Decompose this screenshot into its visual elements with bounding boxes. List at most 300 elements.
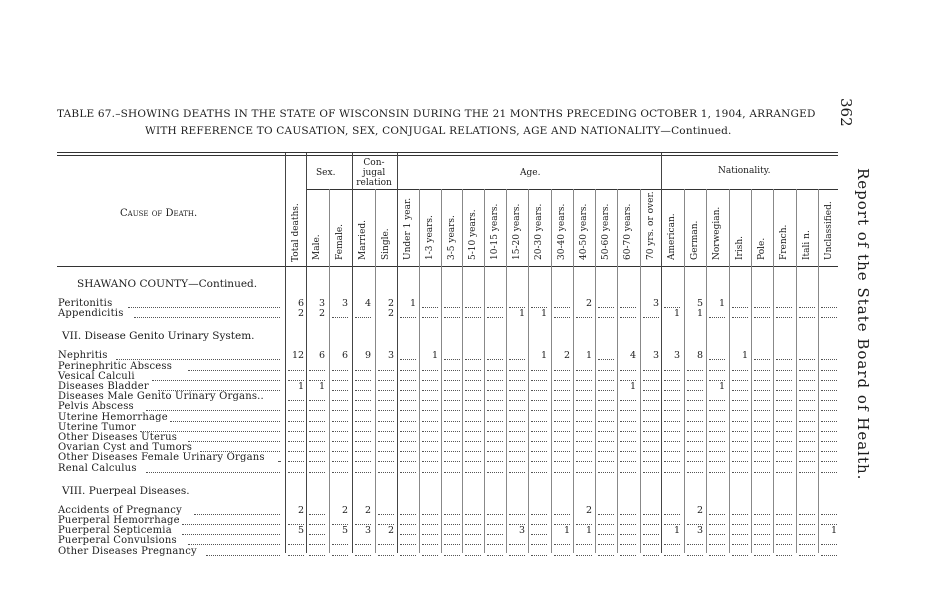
cause-label: Ovarian Cyst and Tumors: [58, 442, 193, 454]
cause-label: Diseases Male Genito Urinary Organs..: [58, 391, 264, 403]
empty-cell-dots: [465, 400, 481, 401]
empty-cell-dots: [754, 380, 770, 381]
empty-cell-dots: [465, 410, 481, 411]
empty-cell-dots: [821, 410, 837, 411]
header-bottom-rule: [57, 266, 838, 267]
column-header: 20-30 years.: [534, 203, 544, 260]
empty-cell-dots: [799, 380, 815, 381]
empty-cell-dots: [509, 461, 525, 462]
empty-cell-dots: [554, 472, 570, 473]
empty-cell-dots: [355, 472, 371, 473]
leader-dots: [188, 370, 280, 371]
cause-label: Puerperal Hemorrhage: [58, 515, 180, 526]
empty-cell-dots: [378, 400, 394, 401]
empty-cell-dots: [598, 544, 614, 545]
empty-cell-dots: [821, 317, 837, 318]
empty-cell-dots: [288, 472, 304, 473]
empty-cell-dots: [554, 400, 570, 401]
empty-cell-dots: [309, 544, 325, 545]
empty-cell-dots: [422, 317, 438, 318]
section-heading: VII. Disease Genito Urinary System.: [62, 330, 255, 343]
column-rule: [441, 189, 442, 553]
empty-cell-dots: [487, 380, 503, 381]
empty-cell-dots: [355, 461, 371, 462]
column-header: Itali n.: [802, 230, 812, 260]
empty-cell-dots: [487, 461, 503, 462]
empty-cell-dots: [709, 431, 725, 432]
empty-cell-dots: [487, 451, 503, 452]
empty-cell-dots: [444, 390, 460, 391]
empty-cell-dots: [732, 544, 748, 545]
empty-cell-dots: [400, 472, 416, 473]
data-cell: 1: [585, 525, 592, 537]
empty-cell-dots: [576, 390, 592, 391]
empty-cell-dots: [465, 472, 481, 473]
empty-cell-dots: [332, 421, 348, 422]
empty-cell-dots: [598, 431, 614, 432]
data-cell: 1: [540, 350, 547, 362]
column-header: Under 1 year.: [403, 197, 413, 260]
empty-cell-dots: [465, 544, 481, 545]
empty-cell-dots: [554, 370, 570, 371]
empty-cell-dots: [732, 524, 748, 525]
empty-cell-dots: [664, 431, 680, 432]
column-rule: [684, 189, 685, 553]
empty-cell-dots: [465, 461, 481, 462]
empty-cell-dots: [531, 451, 547, 452]
empty-cell-dots: [776, 421, 792, 422]
empty-cell-dots: [598, 359, 614, 360]
empty-cell-dots: [576, 461, 592, 462]
cause-label: Appendicitis: [58, 308, 124, 320]
cause-label: Nephritis: [58, 350, 108, 362]
empty-cell-dots: [643, 555, 659, 556]
empty-cell-dots: [465, 441, 481, 442]
empty-cell-dots: [776, 472, 792, 473]
empty-cell-dots: [598, 390, 614, 391]
column-header: Total deaths.: [291, 203, 301, 262]
empty-cell-dots: [821, 461, 837, 462]
cause-label: Uterine Hemorrhage: [58, 411, 168, 423]
empty-cell-dots: [620, 317, 636, 318]
empty-cell-dots: [309, 555, 325, 556]
empty-cell-dots: [776, 359, 792, 360]
column-header: 3-5 years.: [447, 215, 457, 260]
empty-cell-dots: [664, 410, 680, 411]
empty-cell-dots: [687, 544, 703, 545]
column-header: 1-3 years.: [425, 215, 435, 260]
empty-cell-dots: [309, 451, 325, 452]
empty-cell-dots: [487, 472, 503, 473]
column-rule: [506, 189, 507, 553]
empty-cell-dots: [754, 441, 770, 442]
column-rule: [595, 189, 596, 553]
empty-cell-dots: [554, 431, 570, 432]
empty-cell-dots: [444, 421, 460, 422]
column-header: 15-20 years.: [512, 203, 522, 260]
empty-cell-dots: [732, 441, 748, 442]
empty-cell-dots: [664, 370, 680, 371]
column-rule: [462, 189, 463, 553]
column-header: French.: [779, 224, 789, 260]
empty-cell-dots: [709, 441, 725, 442]
empty-cell-dots: [288, 544, 304, 545]
empty-cell-dots: [598, 307, 614, 308]
empty-cell-dots: [378, 544, 394, 545]
empty-cell-dots: [309, 534, 325, 535]
empty-cell-dots: [355, 380, 371, 381]
empty-cell-dots: [400, 441, 416, 442]
cause-label: Peritonitis: [58, 298, 113, 309]
empty-cell-dots: [664, 390, 680, 391]
group-rule-nat: [661, 189, 838, 190]
empty-cell-dots: [487, 544, 503, 545]
empty-cell-dots: [799, 390, 815, 391]
empty-cell-dots: [754, 461, 770, 462]
empty-cell-dots: [709, 524, 725, 525]
empty-cell-dots: [378, 410, 394, 411]
empty-cell-dots: [444, 451, 460, 452]
data-cell: 1: [696, 308, 703, 320]
column-rule: [397, 153, 398, 553]
empty-cell-dots: [643, 380, 659, 381]
empty-cell-dots: [309, 431, 325, 432]
empty-cell-dots: [776, 544, 792, 545]
empty-cell-dots: [732, 390, 748, 391]
empty-cell-dots: [664, 555, 680, 556]
empty-cell-dots: [422, 390, 438, 391]
empty-cell-dots: [332, 472, 348, 473]
empty-cell-dots: [531, 461, 547, 462]
empty-cell-dots: [309, 514, 325, 515]
empty-cell-dots: [332, 380, 348, 381]
empty-cell-dots: [422, 307, 438, 308]
empty-cell-dots: [355, 410, 371, 411]
empty-cell-dots: [422, 555, 438, 556]
empty-cell-dots: [288, 370, 304, 371]
empty-cell-dots: [465, 524, 481, 525]
cause-label: Uterine Tumor: [58, 421, 136, 433]
empty-cell-dots: [643, 400, 659, 401]
empty-cell-dots: [754, 390, 770, 391]
data-cell: 6: [341, 350, 348, 362]
empty-cell-dots: [709, 317, 725, 318]
empty-cell-dots: [821, 514, 837, 515]
empty-cell-dots: [643, 461, 659, 462]
empty-cell-dots: [643, 451, 659, 452]
data-cell: 2: [341, 504, 348, 516]
empty-cell-dots: [400, 514, 416, 515]
empty-cell-dots: [598, 421, 614, 422]
empty-cell-dots: [620, 307, 636, 308]
empty-cell-dots: [709, 421, 725, 422]
empty-cell-dots: [754, 534, 770, 535]
leader-dots: [134, 317, 280, 318]
empty-cell-dots: [554, 555, 570, 556]
column-rule: [796, 189, 797, 553]
data-cell: 2: [387, 298, 394, 309]
empty-cell-dots: [509, 555, 525, 556]
county-heading: SHAWANO COUNTY—Continued.: [77, 278, 258, 290]
data-cell: 1: [718, 381, 725, 392]
data-cell: 2: [318, 308, 325, 320]
empty-cell-dots: [598, 317, 614, 318]
empty-cell-dots: [598, 370, 614, 371]
data-cell: 1: [741, 350, 748, 362]
leader-dots: [188, 441, 280, 442]
empty-cell-dots: [487, 400, 503, 401]
empty-cell-dots: [576, 317, 592, 318]
empty-cell-dots: [754, 317, 770, 318]
empty-cell-dots: [509, 359, 525, 360]
empty-cell-dots: [444, 441, 460, 442]
empty-cell-dots: [400, 380, 416, 381]
empty-cell-dots: [598, 380, 614, 381]
empty-cell-dots: [754, 421, 770, 422]
data-cell: 1: [585, 350, 592, 362]
empty-cell-dots: [620, 451, 636, 452]
empty-cell-dots: [554, 544, 570, 545]
empty-cell-dots: [732, 370, 748, 371]
empty-cell-dots: [288, 431, 304, 432]
data-cell: 2: [297, 308, 304, 320]
column-header: Pole.: [757, 237, 767, 260]
empty-cell-dots: [531, 472, 547, 473]
empty-cell-dots: [400, 370, 416, 371]
empty-cell-dots: [288, 461, 304, 462]
empty-cell-dots: [709, 472, 725, 473]
empty-cell-dots: [643, 370, 659, 371]
section-heading: VIII. Puerpeal Diseases.: [62, 484, 190, 497]
data-cell: 4: [364, 298, 371, 309]
empty-cell-dots: [378, 555, 394, 556]
empty-cell-dots: [620, 472, 636, 473]
empty-cell-dots: [355, 317, 371, 318]
empty-cell-dots: [531, 380, 547, 381]
data-cell: 2: [387, 525, 394, 537]
empty-cell-dots: [687, 410, 703, 411]
cause-label: Puerperal Septicemia: [58, 525, 172, 537]
data-cell: 1: [718, 298, 725, 309]
empty-cell-dots: [664, 400, 680, 401]
empty-cell-dots: [332, 555, 348, 556]
empty-cell-dots: [799, 555, 815, 556]
empty-cell-dots: [465, 555, 481, 556]
column-header: 30-40 years.: [557, 203, 567, 260]
empty-cell-dots: [444, 544, 460, 545]
empty-cell-dots: [799, 472, 815, 473]
column-rule: [617, 189, 618, 553]
page-number: 362: [837, 98, 855, 127]
column-rule: [419, 189, 420, 553]
empty-cell-dots: [355, 370, 371, 371]
empty-cell-dots: [378, 380, 394, 381]
column-rule: [706, 189, 707, 553]
empty-cell-dots: [487, 359, 503, 360]
empty-cell-dots: [422, 431, 438, 432]
data-cell: 2: [297, 504, 304, 516]
empty-cell-dots: [776, 400, 792, 401]
empty-cell-dots: [576, 410, 592, 411]
empty-cell-dots: [776, 555, 792, 556]
empty-cell-dots: [598, 534, 614, 535]
column-header: 40-50 years.: [579, 203, 589, 260]
leader-dots: [170, 421, 280, 422]
empty-cell-dots: [378, 431, 394, 432]
empty-cell-dots: [332, 461, 348, 462]
cause-label: Renal Calculus: [58, 462, 137, 474]
empty-cell-dots: [799, 461, 815, 462]
empty-cell-dots: [754, 555, 770, 556]
data-cell: 1: [673, 308, 680, 320]
data-cell: 1: [830, 525, 837, 537]
empty-cell-dots: [709, 555, 725, 556]
empty-cell-dots: [620, 544, 636, 545]
empty-cell-dots: [821, 390, 837, 391]
empty-cell-dots: [732, 307, 748, 308]
empty-cell-dots: [509, 421, 525, 422]
empty-cell-dots: [378, 472, 394, 473]
column-header: Female.: [335, 223, 345, 260]
empty-cell-dots: [332, 400, 348, 401]
empty-cell-dots: [400, 544, 416, 545]
empty-cell-dots: [355, 544, 371, 545]
empty-cell-dots: [531, 524, 547, 525]
empty-cell-dots: [509, 390, 525, 391]
column-header: 50-60 years.: [601, 203, 611, 260]
empty-cell-dots: [576, 431, 592, 432]
empty-cell-dots: [821, 359, 837, 360]
data-cell: 12: [292, 350, 305, 362]
data-cell: 2: [563, 350, 570, 362]
empty-cell-dots: [444, 555, 460, 556]
empty-cell-dots: [754, 544, 770, 545]
data-cell: 6: [318, 350, 325, 362]
empty-cell-dots: [620, 370, 636, 371]
empty-cell-dots: [531, 544, 547, 545]
empty-cell-dots: [821, 400, 837, 401]
empty-cell-dots: [444, 307, 460, 308]
empty-cell-dots: [709, 534, 725, 535]
empty-cell-dots: [355, 441, 371, 442]
empty-cell-dots: [620, 534, 636, 535]
empty-cell-dots: [531, 390, 547, 391]
data-cell: 3: [387, 350, 394, 362]
leader-dots: [278, 461, 280, 462]
empty-cell-dots: [687, 400, 703, 401]
empty-cell-dots: [732, 410, 748, 411]
empty-cell-dots: [487, 431, 503, 432]
data-cell: 2: [364, 504, 371, 516]
empty-cell-dots: [620, 400, 636, 401]
empty-cell-dots: [509, 451, 525, 452]
empty-cell-dots: [400, 431, 416, 432]
empty-cell-dots: [487, 421, 503, 422]
empty-cell-dots: [355, 390, 371, 391]
empty-cell-dots: [664, 472, 680, 473]
age-group-header: Age.: [520, 168, 541, 178]
column-rule: [818, 189, 819, 553]
cause-label: Other Diseases Pregnancy: [58, 545, 197, 557]
empty-cell-dots: [799, 514, 815, 515]
column-rule: [329, 189, 330, 553]
empty-cell-dots: [776, 441, 792, 442]
leader-dots: [188, 544, 280, 545]
column-header: German.: [690, 220, 700, 260]
empty-cell-dots: [620, 421, 636, 422]
empty-cell-dots: [754, 514, 770, 515]
empty-cell-dots: [487, 307, 503, 308]
empty-cell-dots: [509, 370, 525, 371]
empty-cell-dots: [309, 472, 325, 473]
empty-cell-dots: [554, 317, 570, 318]
empty-cell-dots: [687, 370, 703, 371]
empty-cell-dots: [799, 400, 815, 401]
empty-cell-dots: [465, 534, 481, 535]
column-header: 70 yrs. or over.: [646, 191, 656, 260]
column-rule: [640, 189, 641, 553]
empty-cell-dots: [821, 441, 837, 442]
empty-cell-dots: [732, 461, 748, 462]
empty-cell-dots: [509, 410, 525, 411]
empty-cell-dots: [643, 524, 659, 525]
empty-cell-dots: [598, 400, 614, 401]
empty-cell-dots: [509, 544, 525, 545]
empty-cell-dots: [732, 534, 748, 535]
empty-cell-dots: [531, 370, 547, 371]
empty-cell-dots: [422, 534, 438, 535]
empty-cell-dots: [422, 514, 438, 515]
empty-cell-dots: [664, 514, 680, 515]
data-cell: 3: [518, 525, 525, 537]
column-rule: [773, 189, 774, 553]
empty-cell-dots: [620, 514, 636, 515]
empty-cell-dots: [400, 359, 416, 360]
empty-cell-dots: [799, 370, 815, 371]
empty-cell-dots: [732, 317, 748, 318]
sex-group-header: Sex.: [316, 168, 336, 178]
empty-cell-dots: [799, 534, 815, 535]
data-cell: 1: [563, 525, 570, 537]
empty-cell-dots: [576, 555, 592, 556]
leader-dots: [146, 472, 280, 473]
empty-cell-dots: [487, 370, 503, 371]
empty-cell-dots: [309, 441, 325, 442]
table-title-line-1: TABLE 67.–SHOWING DEATHS IN THE STATE OF WISCONSIN DURING THE 21 MONTHS PRECEDING OCTOBER 1, 1904, ARRANGED: [57, 108, 816, 120]
empty-cell-dots: [332, 431, 348, 432]
empty-cell-dots: [444, 317, 460, 318]
empty-cell-dots: [620, 410, 636, 411]
empty-cell-dots: [288, 421, 304, 422]
empty-cell-dots: [509, 400, 525, 401]
empty-cell-dots: [444, 461, 460, 462]
empty-cell-dots: [465, 380, 481, 381]
column-rule: [729, 189, 730, 553]
data-cell: 5: [297, 525, 304, 537]
leader-dots: [152, 380, 280, 381]
empty-cell-dots: [554, 441, 570, 442]
empty-cell-dots: [776, 431, 792, 432]
empty-cell-dots: [422, 370, 438, 371]
empty-cell-dots: [687, 441, 703, 442]
empty-cell-dots: [465, 317, 481, 318]
empty-cell-dots: [378, 451, 394, 452]
empty-cell-dots: [664, 544, 680, 545]
empty-cell-dots: [355, 431, 371, 432]
empty-cell-dots: [531, 410, 547, 411]
empty-cell-dots: [687, 421, 703, 422]
empty-cell-dots: [378, 370, 394, 371]
